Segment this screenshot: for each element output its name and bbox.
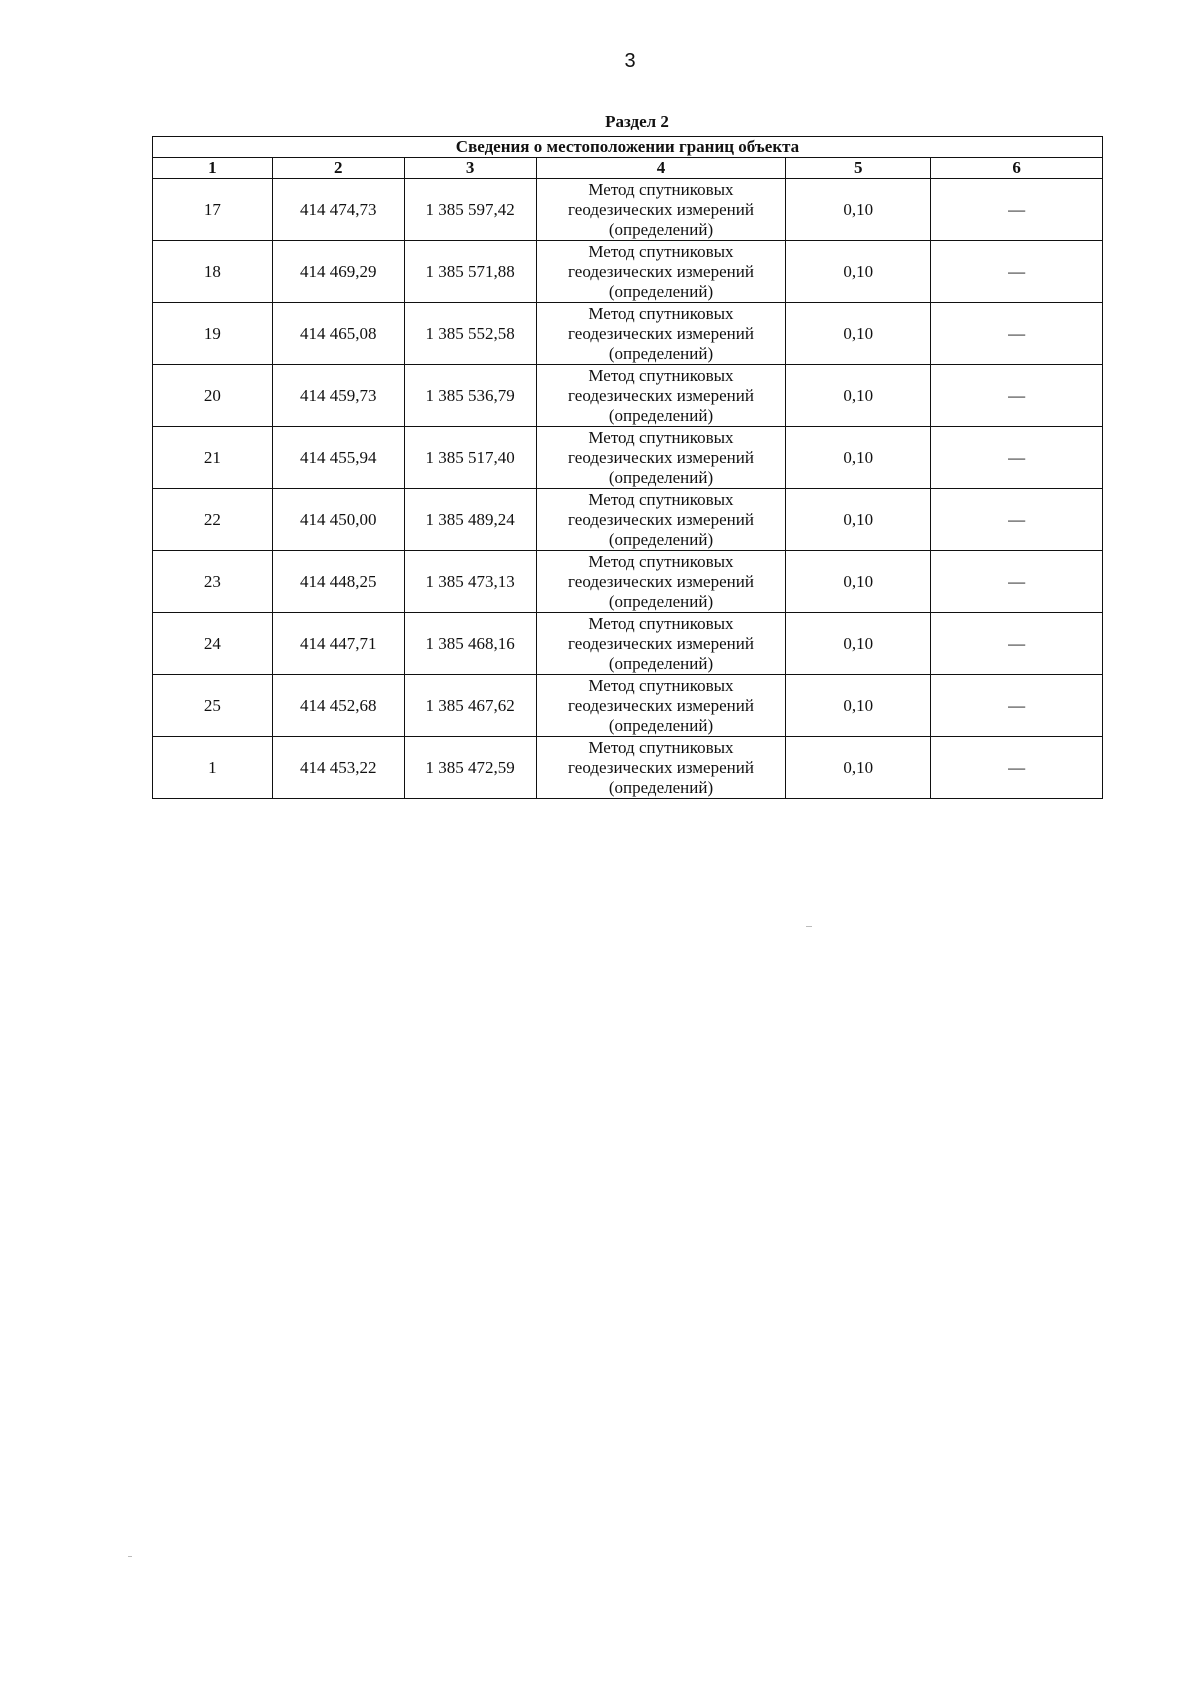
x-coordinate-cell: 414 459,73 <box>272 365 404 427</box>
accuracy-cell: 0,10 <box>786 489 931 551</box>
method-line: Метод спутниковых <box>588 241 734 261</box>
method-line: геодезических измерений <box>568 509 754 529</box>
accuracy-cell: 0,10 <box>786 675 931 737</box>
method-line: (определений) <box>608 281 714 301</box>
point-number-cell: 1 <box>153 737 273 799</box>
column-header: 6 <box>931 158 1103 179</box>
method-line: (определений) <box>608 777 714 797</box>
y-coordinate-cell: 1 385 473,13 <box>404 551 536 613</box>
method-cell <box>536 551 786 613</box>
table-header-row <box>153 158 1103 179</box>
description-cell: — <box>931 551 1103 613</box>
page-number: 3 <box>624 50 636 72</box>
description-cell: — <box>931 303 1103 365</box>
method-line: Метод спутниковых <box>588 365 734 385</box>
method-cell <box>536 241 786 303</box>
point-number-cell: 17 <box>153 179 273 241</box>
table-row <box>153 675 1103 737</box>
method-line: (определений) <box>608 653 714 673</box>
method-line: геодезических измерений <box>568 447 754 467</box>
x-coordinate-cell: 414 465,08 <box>272 303 404 365</box>
method-line: геодезических измерений <box>568 633 754 653</box>
accuracy-cell: 0,10 <box>786 737 931 799</box>
description-cell: — <box>931 489 1103 551</box>
y-coordinate-cell: 1 385 468,16 <box>404 613 536 675</box>
method-line: геодезических измерений <box>568 261 754 281</box>
method-line: Метод спутниковых <box>588 303 734 323</box>
column-header: 1 <box>153 158 273 179</box>
description-cell: — <box>931 179 1103 241</box>
y-coordinate-cell: 1 385 536,79 <box>404 365 536 427</box>
method-cell <box>536 675 786 737</box>
y-coordinate-cell: 1 385 517,40 <box>404 427 536 489</box>
x-coordinate-cell: 414 448,25 <box>272 551 404 613</box>
method-line: Метод спутниковых <box>588 675 734 695</box>
table-row <box>153 303 1103 365</box>
table-row <box>153 489 1103 551</box>
method-cell <box>536 489 786 551</box>
x-coordinate-cell: 414 474,73 <box>272 179 404 241</box>
table-row <box>153 427 1103 489</box>
column-header: 5 <box>786 158 931 179</box>
table-row <box>153 551 1103 613</box>
point-number-cell: 24 <box>153 613 273 675</box>
method-line: геодезических измерений <box>568 695 754 715</box>
accuracy-cell: 0,10 <box>786 427 931 489</box>
table-caption: Сведения о местоположении границ объекта <box>153 137 1103 158</box>
accuracy-cell: 0,10 <box>786 365 931 427</box>
method-line: Метод спутниковых <box>588 489 734 509</box>
table-row <box>153 365 1103 427</box>
column-header: 3 <box>404 158 536 179</box>
method-line: Метод спутниковых <box>588 737 734 757</box>
accuracy-cell: 0,10 <box>786 241 931 303</box>
y-coordinate-cell: 1 385 597,42 <box>404 179 536 241</box>
method-line: (определений) <box>608 467 714 487</box>
column-header: 4 <box>536 158 786 179</box>
scan-speck <box>806 926 812 927</box>
point-number-cell: 20 <box>153 365 273 427</box>
y-coordinate-cell: 1 385 552,58 <box>404 303 536 365</box>
table-row <box>153 241 1103 303</box>
point-number-cell: 22 <box>153 489 273 551</box>
method-line: (определений) <box>608 591 714 611</box>
description-cell: — <box>931 737 1103 799</box>
description-cell: — <box>931 241 1103 303</box>
method-cell <box>536 613 786 675</box>
point-number-cell: 18 <box>153 241 273 303</box>
x-coordinate-cell: 414 455,94 <box>272 427 404 489</box>
scan-speck <box>128 1556 132 1557</box>
description-cell: — <box>931 365 1103 427</box>
method-cell <box>536 365 786 427</box>
table-row <box>153 613 1103 675</box>
section-title: Раздел 2 <box>605 112 669 131</box>
method-cell <box>536 737 786 799</box>
table-caption-row <box>153 137 1103 158</box>
point-number-cell: 19 <box>153 303 273 365</box>
x-coordinate-cell: 414 453,22 <box>272 737 404 799</box>
method-line: геодезических измерений <box>568 199 754 219</box>
accuracy-cell: 0,10 <box>786 179 931 241</box>
accuracy-cell: 0,10 <box>786 303 931 365</box>
method-line: Метод спутниковых <box>588 179 734 199</box>
method-line: (определений) <box>608 715 714 735</box>
boundaries-table <box>152 136 1103 799</box>
description-cell: — <box>931 427 1103 489</box>
point-number-cell: 23 <box>153 551 273 613</box>
x-coordinate-cell: 414 450,00 <box>272 489 404 551</box>
method-line: геодезических измерений <box>568 323 754 343</box>
method-cell <box>536 179 786 241</box>
accuracy-cell: 0,10 <box>786 551 931 613</box>
method-cell <box>536 303 786 365</box>
method-line: Метод спутниковых <box>588 427 734 447</box>
point-number-cell: 21 <box>153 427 273 489</box>
method-line: геодезических измерений <box>568 571 754 591</box>
table-row <box>153 179 1103 241</box>
table-row <box>153 737 1103 799</box>
x-coordinate-cell: 414 452,68 <box>272 675 404 737</box>
method-cell <box>536 427 786 489</box>
method-line: (определений) <box>608 529 714 549</box>
method-line: (определений) <box>608 405 714 425</box>
method-line: (определений) <box>608 219 714 239</box>
x-coordinate-cell: 414 447,71 <box>272 613 404 675</box>
y-coordinate-cell: 1 385 571,88 <box>404 241 536 303</box>
accuracy-cell: 0,10 <box>786 613 931 675</box>
point-number-cell: 25 <box>153 675 273 737</box>
y-coordinate-cell: 1 385 467,62 <box>404 675 536 737</box>
x-coordinate-cell: 414 469,29 <box>272 241 404 303</box>
column-header: 2 <box>272 158 404 179</box>
method-line: геодезических измерений <box>568 385 754 405</box>
description-cell: — <box>931 613 1103 675</box>
y-coordinate-cell: 1 385 472,59 <box>404 737 536 799</box>
method-line: геодезических измерений <box>568 757 754 777</box>
y-coordinate-cell: 1 385 489,24 <box>404 489 536 551</box>
description-cell: — <box>931 675 1103 737</box>
method-line: Метод спутниковых <box>588 551 734 571</box>
method-line: (определений) <box>608 343 714 363</box>
method-line: Метод спутниковых <box>588 613 734 633</box>
